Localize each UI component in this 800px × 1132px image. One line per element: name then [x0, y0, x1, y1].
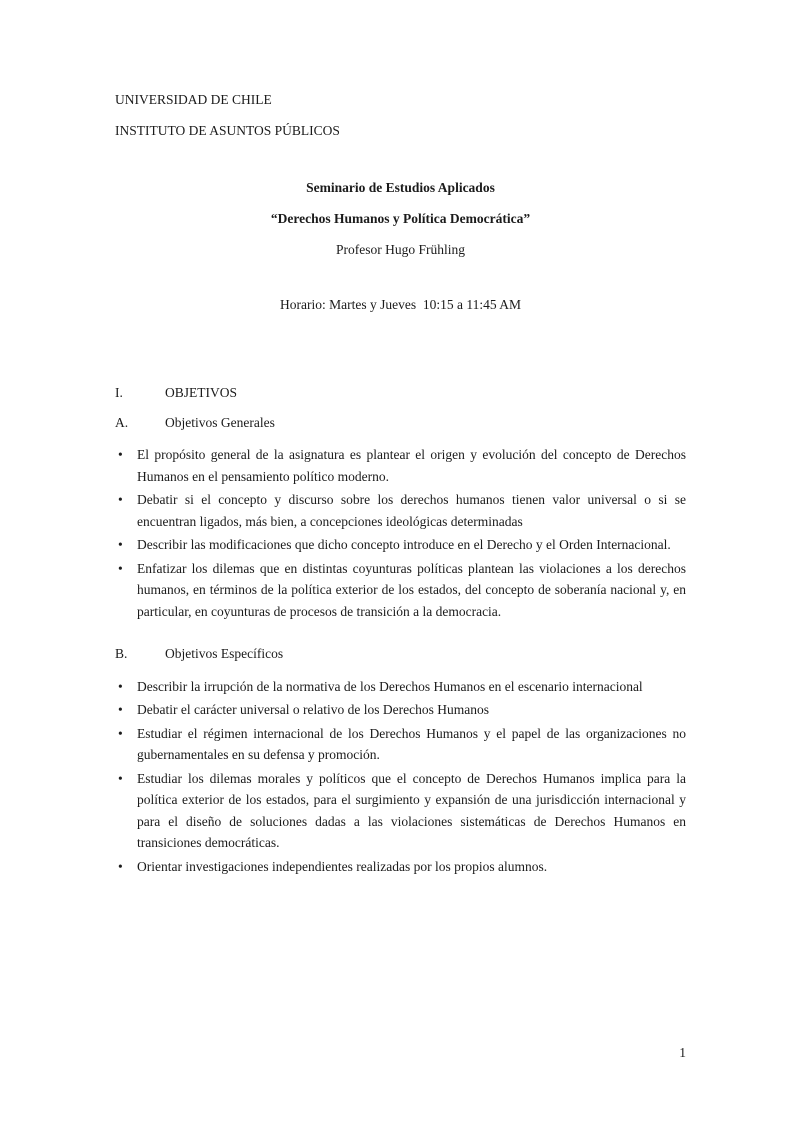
objective-text: Estudiar los dilemas morales y políticos que el concepto de Derechos Humanos implica para la política exterior de los estados, para el surgimiento y expansión de una jurisdicción internacional y para el diseño de soluciones dadas a las violaciones sistemáticas de Derechos Humanos en transiciones democráticas.: [137, 770, 686, 850]
bullet-icon: •: [118, 702, 123, 717]
page-number: 1: [679, 1045, 686, 1060]
bullet-icon: •: [118, 447, 123, 462]
subsection-label: A.: [115, 415, 129, 430]
section-number: I.: [115, 385, 123, 400]
objective-text: Describir las modificaciones que dicho concepto introduce en el Derecho y el Orden Internacional.: [137, 537, 671, 552]
objective-item: [115, 558, 686, 623]
subsection-title: Objetivos Específicos: [165, 646, 284, 661]
objective-text: El propósito general de la asignatura es plantear el origen y evolución del concepto de Derechos Humanos en el pensamiento político moderno.: [137, 447, 686, 484]
bullet-icon: •: [118, 560, 123, 576]
objective-item: [115, 699, 686, 721]
subsection-title: Objetivos Generales: [165, 415, 275, 430]
bullet-icon: •: [118, 492, 123, 507]
objective-text: Describir la irrupción de la normativa de los Derechos Humanos en el escenario internacional: [137, 678, 643, 694]
subsection-label: B.: [115, 646, 128, 661]
bullet-icon: •: [118, 858, 123, 874]
objective-item: [115, 489, 686, 532]
bullet-icon: •: [118, 678, 123, 694]
bullet-icon: •: [118, 537, 123, 552]
bullet-icon: •: [118, 770, 123, 786]
professor-name: Profesor Hugo Frühling: [336, 241, 465, 257]
section-heading-objetivos: [115, 382, 686, 404]
institution-name: UNIVERSIDAD DE CHILE: [115, 92, 272, 107]
schedule-line: Horario: Martes y Jueves 10:15 a 11:45 AM: [280, 296, 521, 312]
bullet-icon: •: [118, 725, 123, 741]
objective-text: Estudiar el régimen internacional de los Derechos Humanos y el papel de las organizaciones no gubernamentales en su defensa y promoción.: [137, 725, 686, 762]
title-block: [115, 177, 686, 261]
objective-item: [115, 723, 686, 766]
objective-item: [115, 856, 686, 878]
objective-text: Enfatizar los dilemas que en distintas coyunturas políticas plantean las violaciones a los derechos humanos, en términos de la política exterior de los estados, del concepto de soberanía nacional y, en particular, en coyunturas de procesos de transición a la democracia.: [137, 560, 686, 619]
institution-department: INSTITUTO DE ASUNTOS PÚBLICOS: [115, 123, 340, 138]
objective-item: [115, 444, 686, 487]
subsection-heading-generales: [115, 412, 686, 434]
objective-item: [115, 768, 686, 854]
seminar-title: Seminario de Estudios Aplicados: [306, 179, 495, 195]
section-title: OBJETIVOS: [165, 385, 238, 400]
subsection-heading-especificos: [115, 643, 686, 665]
course-title: “Derechos Humanos y Política Democrática”: [270, 210, 531, 226]
objective-text: Orientar investigaciones independientes realizadas por los propios alumnos.: [137, 858, 548, 874]
objectives-list-especificos: [115, 676, 686, 878]
objective-text: Debatir si el concepto y discurso sobre los derechos humanos tienen valor universal o si se encuentran ligados, más bien, a concepciones ideológicas determinadas: [137, 492, 686, 529]
objective-text: Debatir el carácter universal o relativo de los Derechos Humanos: [137, 702, 489, 717]
objective-item: [115, 534, 686, 556]
objectives-list-generales: [115, 444, 686, 622]
objective-item: [115, 676, 686, 698]
